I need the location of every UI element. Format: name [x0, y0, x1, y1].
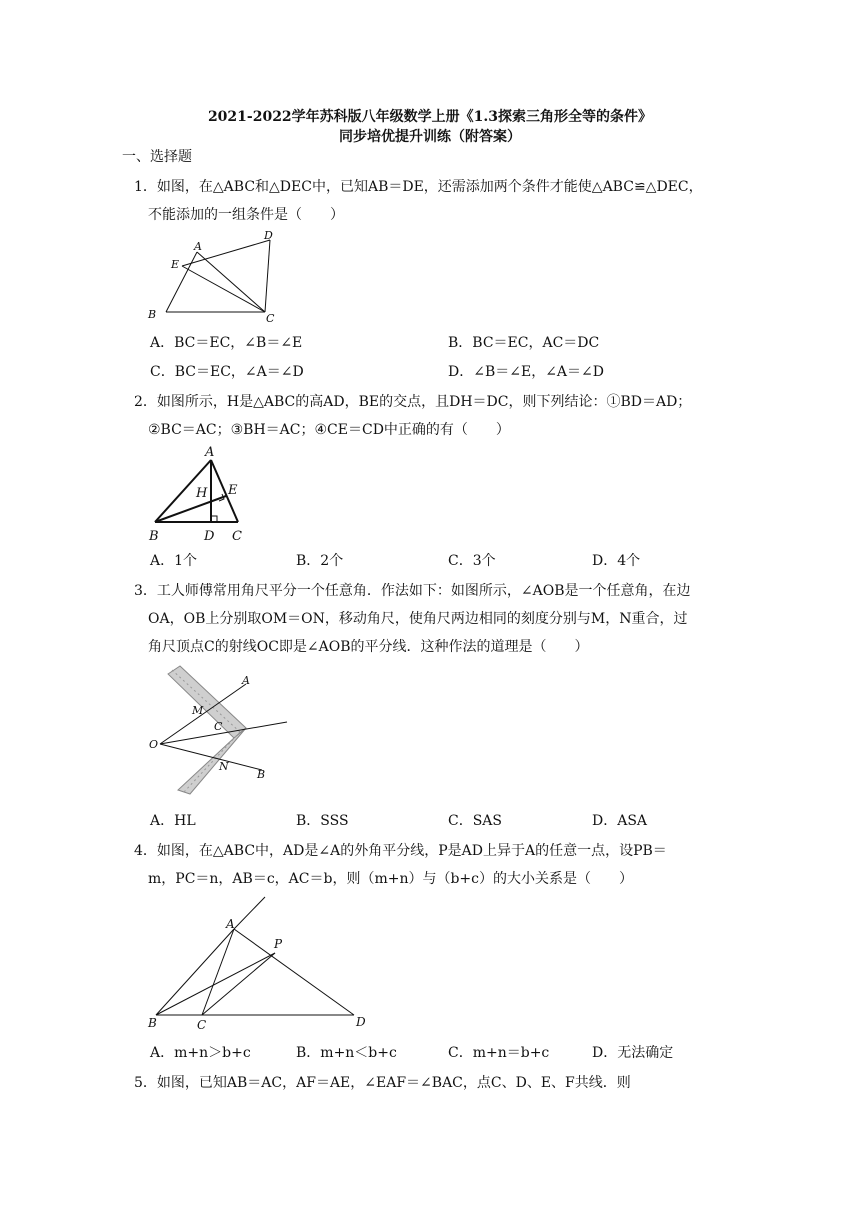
- q3-stem-line2: OA，OB上分别取OM＝ON，移动角尺，使角尺两边相同的刻度分别与M，N重合，过: [148, 611, 688, 627]
- section-heading: 一、选择题: [122, 149, 192, 165]
- q4-stem-line1: 4．如图，在△ABC中，AD是∠A的外角平分线，P是AD上异于A的任意一点，设PB＝: [134, 843, 667, 859]
- q4-label-p: P: [274, 937, 283, 951]
- q2-figure: [144, 444, 254, 544]
- q1-option-d[interactable]: D．∠B＝∠E，∠A＝∠D: [448, 364, 604, 380]
- q2-stem-line1: 2．如图所示，H是△ABC的高AD，BE的交点，且DH＝DC，则下列结论：①BD＝AD；: [134, 394, 692, 410]
- q4-stem-line2: m，PC＝n，AB＝c，AC＝b，则（m+n）与（b+c）的大小关系是（ ）: [148, 871, 634, 887]
- q3-option-d[interactable]: D．ASA: [592, 813, 648, 829]
- q3-label-a: A: [242, 674, 250, 687]
- q4-label-c: C: [197, 1018, 207, 1032]
- q2-label-c: C: [232, 529, 242, 544]
- q2-option-d[interactable]: D．4个: [592, 553, 641, 569]
- q4-option-b[interactable]: B．m+n＜b+c: [296, 1045, 397, 1061]
- q4-option-c[interactable]: C．m+n＝b+c: [448, 1045, 550, 1061]
- q3-option-b[interactable]: B．SSS: [296, 813, 349, 829]
- q2-label-h: H: [196, 486, 208, 501]
- q1-option-a[interactable]: A．BC＝EC，∠B＝∠E: [150, 335, 303, 351]
- q1-label-b: B: [148, 308, 157, 321]
- q4-option-d[interactable]: D．无法确定: [592, 1045, 674, 1061]
- q4-label-a: A: [226, 917, 235, 931]
- q2-option-a[interactable]: A．1个: [150, 553, 198, 569]
- q3-stem-line1: 3．工人师傅常用角尺平分一个任意角．作法如下：如图所示，∠AOB是一个任意角，在边: [134, 583, 691, 599]
- q1-label-a: A: [194, 240, 202, 253]
- q4-figure: [142, 895, 377, 1035]
- q3-figure: [142, 662, 302, 802]
- q4-label-b: B: [148, 1016, 157, 1030]
- q2-option-b[interactable]: B．2个: [296, 553, 344, 569]
- q1-stem-line2: 不能添加的一组条件是（ ）: [148, 207, 344, 223]
- q1-option-b[interactable]: B．BC＝EC，AC＝DC: [448, 335, 600, 351]
- q1-label-e: E: [171, 258, 180, 271]
- q4-label-d: D: [356, 1015, 366, 1029]
- q2-label-b: B: [149, 529, 159, 544]
- angle-ruler-arm-lower: [178, 728, 246, 794]
- q5-stem-line1: 5．如图，已知AB＝AC，AF＝AE，∠EAF＝∠BAC，点C、D、E、F共线．则: [134, 1075, 631, 1091]
- q3-option-c[interactable]: C．SAS: [448, 813, 503, 829]
- q3-label-o: O: [149, 738, 159, 751]
- q1-label-c: C: [266, 312, 275, 324]
- q3-label-n: N: [219, 760, 229, 773]
- q3-label-b: B: [257, 768, 266, 781]
- q3-stem-line3: 角尺顶点C的射线OC即是∠AOB的平分线．这种作法的道理是（ ）: [148, 639, 589, 655]
- q1-figure: [142, 228, 287, 324]
- title-line-2: 同步培优提升训练（附答案）: [339, 129, 521, 145]
- q2-label-a: A: [205, 445, 215, 460]
- q2-label-e: E: [228, 483, 238, 498]
- q1-stem-line1: 1．如图，在△ABC和△DEC中，已知AB＝DE，还需添加两个条件才能使△ABC≌△DEC，: [134, 179, 703, 195]
- q2-option-c[interactable]: C．3个: [448, 553, 496, 569]
- q2-label-d: D: [204, 529, 215, 544]
- q3-label-c: C: [214, 720, 223, 733]
- q3-label-m: M: [192, 704, 204, 717]
- q3-option-a[interactable]: A．HL: [150, 813, 196, 829]
- q1-option-c[interactable]: C．BC＝EC，∠A＝∠D: [150, 364, 304, 380]
- q1-label-d: D: [264, 229, 273, 242]
- q2-stem-line2: ②BC＝AC；③BH＝AC；④CE＝CD中正确的有（ ）: [148, 422, 510, 438]
- title-line-1: 2021-2022学年苏科版八年级数学上册《1.3探索三角形全等的条件》: [207, 109, 653, 125]
- q4-option-a[interactable]: A．m+n＞b+c: [150, 1045, 251, 1061]
